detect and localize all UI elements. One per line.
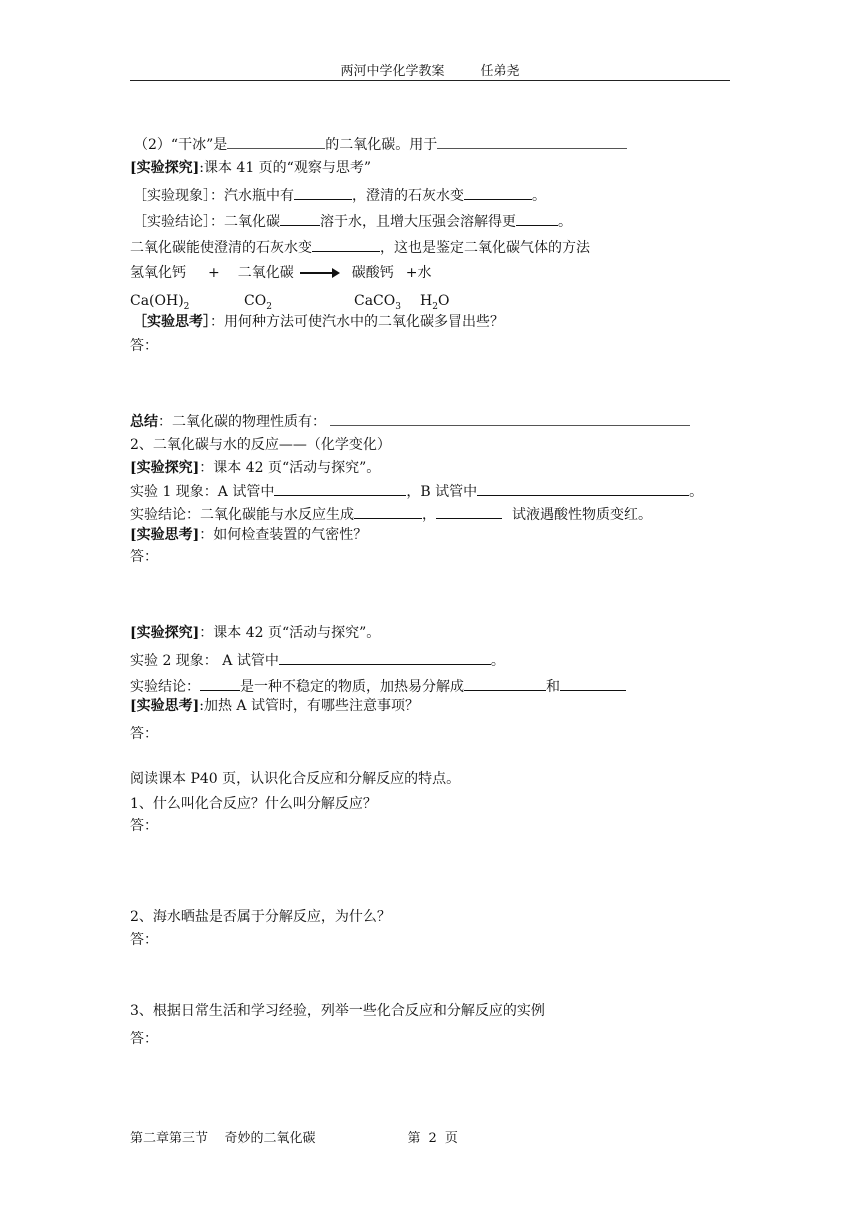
reactant-calcium-hydroxide: 氢氧化钙 [130, 265, 186, 281]
exp2-concl-text-b: ， [422, 507, 436, 523]
exp3-concl-blank-3 [560, 676, 626, 691]
think-1-line [133, 313, 504, 331]
phenomenon-1-text-c: 。 [532, 188, 546, 204]
experiment-3-line [130, 624, 380, 642]
conclusion-1-text-c: 。 [558, 214, 572, 230]
page-footer [130, 1131, 458, 1147]
experiment-2-phenomenon [130, 481, 703, 499]
exp2-phen-text-c: 。 [689, 484, 704, 500]
experiment-2-text: ：课本 42 页“活动与探究”。 [199, 460, 381, 476]
phenomenon-1-blank-1 [294, 185, 352, 200]
experiment-2-conclusion [130, 504, 652, 522]
phenomenon-1-text-a: ［实验现象］：汽水瓶中有 [133, 188, 294, 204]
header-author: 任弟尧 [480, 64, 520, 79]
summary-blank [330, 411, 690, 426]
answer-q2: 答： [130, 932, 158, 948]
summary-line [130, 411, 690, 429]
phenomenon-1-blank-2 [464, 185, 532, 200]
exp3-concl-blank-1 [200, 676, 240, 691]
exp2-phen-text-b: ，B 试管中 [406, 484, 478, 500]
limewater-text-a: 二氧化碳能使澄清的石灰水变 [130, 240, 312, 256]
answer-1: 答： [130, 338, 158, 354]
footer-chapter: 第二章第三节 奇妙的二氧化碳 [130, 1131, 316, 1146]
experiment-1-text: :课本 41 页的“观察与思考” [199, 160, 371, 176]
formula-carbon-dioxide: $CO_2$ [244, 293, 272, 312]
exp3-concl-blank-2 [464, 676, 546, 691]
header-rule [130, 80, 730, 81]
dry-ice-text-a: （2）“干冰”是 [134, 137, 228, 153]
exp2-concl-text-a: 实验结论：二氧化碳能与水反应生成 [130, 507, 354, 523]
answer-3: 答： [130, 726, 158, 742]
footer-page-number: 2 [428, 1131, 437, 1146]
word-equation [130, 264, 431, 282]
exp3-concl-text-c: 和 [546, 679, 560, 695]
experiment-3-text: ：课本 42 页“活动与探究”。 [199, 625, 381, 641]
experiment-3-label: [实验探究] [130, 625, 200, 641]
dry-ice-blank-1 [227, 134, 325, 149]
experiment-2-line [130, 459, 380, 477]
experiment-2-label: [实验探究] [130, 460, 200, 476]
exp2-concl-blank-1 [354, 504, 422, 519]
dry-ice-line [134, 134, 627, 152]
think-3-line [130, 697, 419, 715]
summary-label: 总结 [130, 414, 158, 430]
page-header [130, 64, 730, 80]
experiment-1-label: [实验探究] [130, 160, 200, 176]
exp2-concl-text-c: 试液遇酸性物质变红。 [512, 507, 652, 523]
footer-page-suffix: 页 [444, 1131, 458, 1146]
reading-instruction: 阅读课本 P40 页，认识化合反应和分解反应的特点。 [130, 771, 461, 787]
answer-q3: 答： [130, 1031, 158, 1047]
phenomenon-1-text-b: ，澄清的石灰水变 [352, 188, 464, 204]
plus-sign: + [208, 265, 220, 281]
think-3-text: :加热 A 试管时，有哪些注意事项？ [199, 698, 419, 714]
exp3-phen-blank [279, 650, 491, 665]
limewater-blank [312, 237, 380, 252]
exp2-phen-blank-2 [477, 481, 689, 496]
exp3-phen-text-b: 。 [490, 653, 505, 669]
exp2-phen-blank-1 [274, 481, 406, 496]
experiment-1-line [130, 159, 371, 177]
section-2-heading: 2、二氧化碳与水的反应——（化学变化） [130, 437, 391, 453]
think-1-text: ：用何种方法可使汽水中的二氧化碳多冒出些？ [210, 314, 504, 330]
formula-calcium-hydroxide: $Ca(OH)_2$ [130, 293, 190, 312]
dry-ice-text-b: 的二氧化碳。用于 [325, 137, 438, 153]
answer-2: 答： [130, 549, 158, 565]
question-2: 2、海水晒盐是否属于分解反应，为什么？ [130, 909, 391, 925]
exp3-concl-text-a: 实验结论： [130, 679, 200, 695]
question-1: 1、什么叫化合反应？什么叫分解反应？ [130, 796, 377, 812]
formula-water: $H_2O$ [420, 293, 450, 312]
exp2-phen-text-a: 实验 1 现象：A 试管中 [130, 484, 275, 500]
think-1-label: ［实验思考］ [133, 314, 210, 330]
dry-ice-blank-2 [437, 134, 627, 149]
footer-page-prefix: 第 [407, 1131, 421, 1146]
exp3-phen-text-a: 实验 2 现象： A 试管中 [130, 653, 279, 669]
limewater-line [130, 237, 590, 255]
think-2-line [130, 526, 367, 544]
conclusion-1-text-a: ［实验结论］：二氧化碳 [133, 214, 280, 230]
conclusion-1-blank-1 [280, 211, 320, 226]
conclusion-1-line [133, 211, 572, 229]
exp2-concl-blank-2 [436, 504, 502, 519]
formula-calcium-carbonate: CaCO$_3$ [354, 293, 401, 312]
conclusion-1-blank-2 [516, 211, 558, 226]
think-3-label: [实验思考] [130, 698, 200, 714]
phenomenon-1-line [133, 185, 546, 203]
product-water: +水 [405, 265, 432, 281]
reaction-arrow-icon [300, 268, 340, 278]
summary-text: ：二氧化碳的物理性质有： [158, 414, 326, 430]
product-calcium-carbonate: 碳酸钙 [351, 265, 394, 281]
exp3-concl-text-b: 是一种不稳定的物质，加热易分解成 [240, 679, 464, 695]
think-2-text: ：如何检查装置的气密性？ [199, 527, 368, 543]
question-3: 3、根据日常生活和学习经验，列举一些化合反应和分解反应的实例 [130, 1003, 545, 1019]
formula-equation [130, 292, 470, 310]
reactant-carbon-dioxide: 二氧化碳 [237, 265, 294, 281]
experiment-3-conclusion [130, 676, 626, 694]
limewater-text-b: ，这也是鉴定二氧化碳气体的方法 [380, 240, 590, 256]
answer-q1: 答： [130, 818, 158, 834]
experiment-3-phenomenon [130, 650, 505, 668]
think-2-label: [实验思考] [130, 527, 200, 543]
conclusion-1-text-b: 溶于水，且增大压强会溶解得更 [320, 214, 516, 230]
header-title: 两河中学化学教案 [340, 64, 445, 79]
